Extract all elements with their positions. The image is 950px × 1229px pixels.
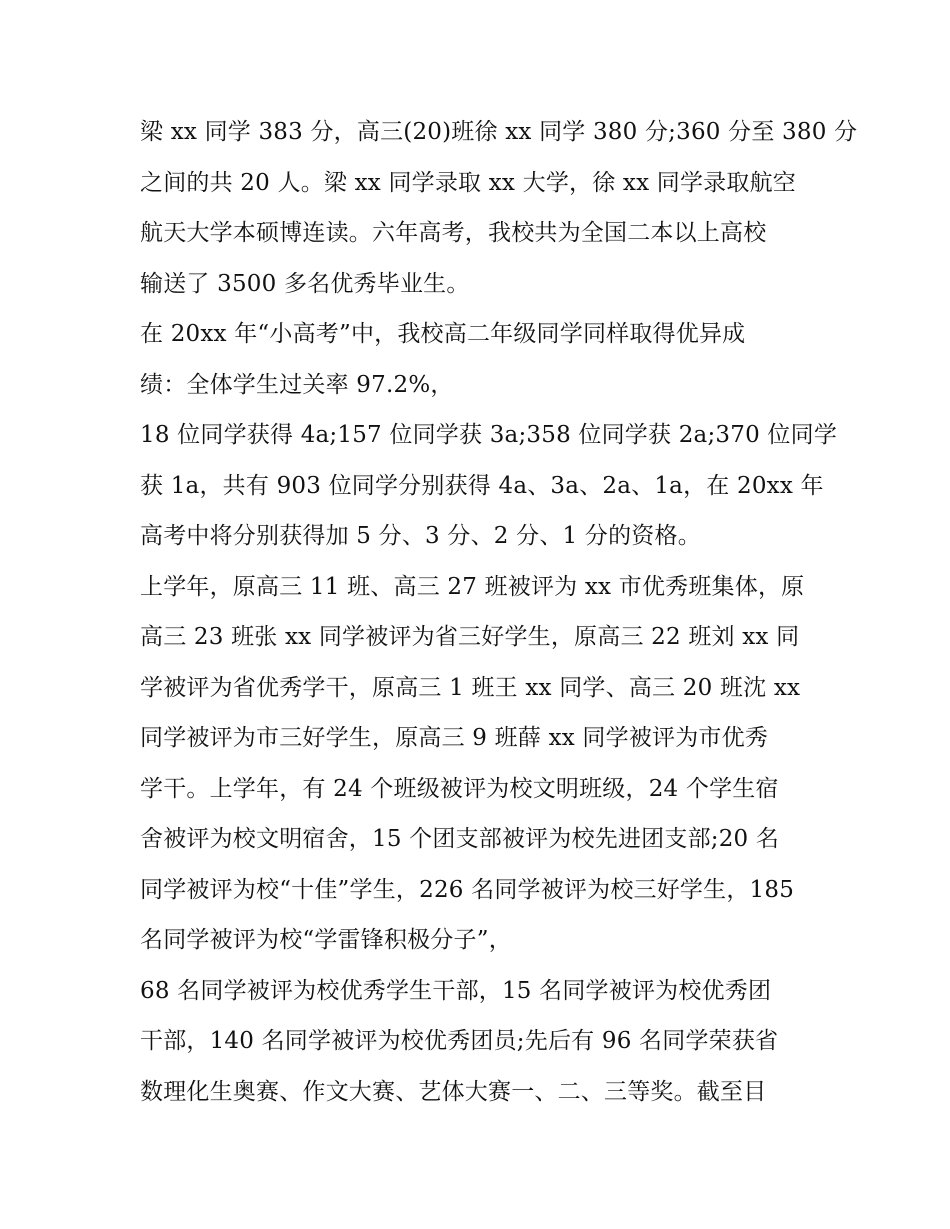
text-line: 高考中将分别获得加 5 分、3 分、2 分、1 分的资格。 [140,523,701,549]
text-line: 干部，140 名同学被评为校优秀团员;先后有 96 名同学荣获省 [140,1028,779,1054]
text-line: 获 1a，共有 903 位同学分别获得 4a、3a、2a、1a，在 20xx 年 [140,472,824,499]
text-line: 舍被评为校文明宿舍，15 个团支部被评为校先进团支部;20 名 [140,826,780,852]
text-line: 输送了 3500 多名优秀毕业生。 [140,270,470,297]
paragraph-grade-results [140,410,838,562]
text-line: 同学被评为校“十佳”学生，226 名同学被评为校三好学生，185 [140,876,795,903]
text-line: 高三 23 班张 xx 同学被评为省三好学生，原高三 22 班刘 xx 同 [140,624,800,650]
paragraph-small-gaokao [140,309,820,410]
text-line: 学干。上学年，有 24 个班级被评为校文明班级，24 个学生宿 [140,775,779,802]
text-line: 68 名同学被评为校优秀学生干部，15 名同学被评为校优秀团 [140,977,772,1004]
text-line: 18 位同学获得 4a;157 位同学获 3a;358 位同学获 2a;370 位同学 [140,422,838,448]
text-line: 上学年，原高三 11 班、高三 27 班被评为 xx 市优秀班集体，原 [140,573,805,600]
paragraph-admissions [140,107,858,309]
text-line: 之间的共 20 人。梁 xx 同学录取 xx 大学，徐 xx 同学录取航空 [140,169,796,196]
text-line: 同学被评为市三好学生，原高三 9 班薛 xx 同学被评为市优秀 [140,725,769,751]
document-page [140,107,858,1117]
text-line: 名同学被评为校“学雷锋积极分子”， [140,927,512,953]
paragraph-awards [140,966,820,1118]
text-line: 数理化生奥赛、作文大赛、艺体大赛一、二、三等奖。截至目 [140,1078,767,1105]
text-line: 梁 xx 同学 383 分，高三(20)班徐 xx 同学 380 分;360 分至 380 分 [140,119,858,145]
text-line: 绩：全体学生过关率 97.2%， [140,371,454,398]
text-line: 在 20xx 年“小高考”中，我校高二年级同学同样取得优异成 [140,321,746,347]
text-line: 航天大学本硕博连读。六年高考，我校共为全国二本以上高校 [140,220,767,246]
paragraph-honors [140,562,820,966]
text-line: 学被评为省优秀学干，原高三 1 班王 xx 同学、高三 20 班沈 xx [140,674,801,701]
